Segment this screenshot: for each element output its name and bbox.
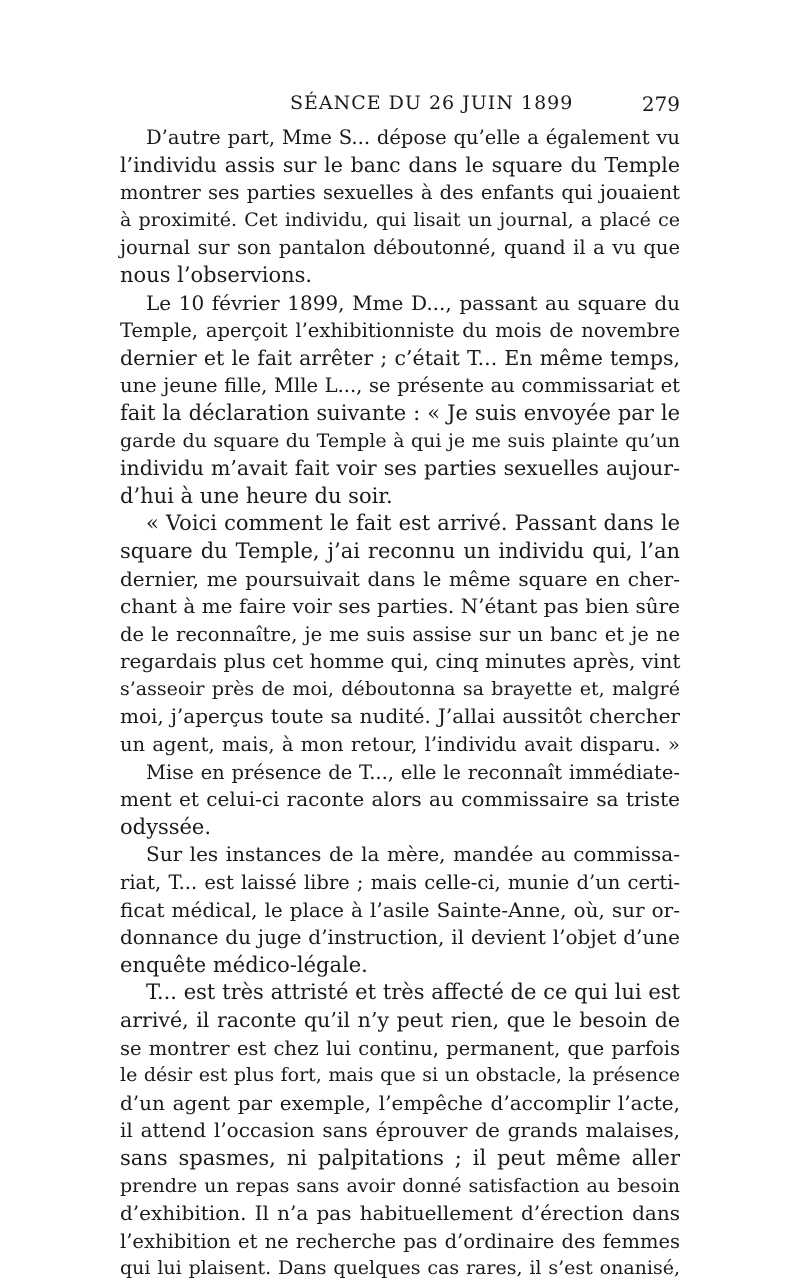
body-text [120,124,680,1283]
text-line: d’exhibition. Il n’a pas habituellement d’érection dans [120,1201,680,1226]
text-line: l’exhibition et ne recherche pas d’ordinaire des femmes [120,1229,680,1253]
text-line: l’individu assis sur le banc dans le square du Temple [120,152,680,177]
text-line: Sur les instances de la mère, mandée au commissa- [146,842,680,867]
text-line: journal sur son pantalon déboutonné, quand il a vu que [120,236,680,260]
text-line: riat, T... est laissé libre ; mais celle-ci, munie d’un certi- [120,871,680,895]
text-line: nous l’observions. [120,262,313,287]
text-line: dernier, me poursuivait dans le même square en cher- [120,566,680,591]
text-line: d’un agent par exemple, l’empêche d’accomplir l’acte, [120,1090,680,1115]
text-line: le désir est plus fort, mais que si un obstacle, la présence [120,1064,680,1087]
text-line: enquête médico-légale. [120,952,368,977]
text-line: une jeune fille, Mlle L..., se présente au commissariat et [120,374,680,398]
running-head [120,92,680,122]
text-line: garde du square du Temple à qui je me suis plainte qu’un [120,429,680,452]
text-line: fait la déclaration suivante : « Je suis envoyée par le [120,400,680,425]
text-line: odyssée. [120,814,212,839]
text-line: square du Temple, j’ai reconnu un individu qui, l’an [120,538,680,563]
text-line: regardais plus cet homme qui, cinq minutes après, vint [120,649,681,674]
text-line: il attend l’occasion sans éprouver de grands malaises, [120,1118,680,1143]
text-line: qui lui plaisent. Dans quelques cas rares, il s’est onanisé, [120,1257,680,1280]
text-line: sans spasmes, ni palpitations ; il peut même aller [120,1145,680,1170]
text-line: T... est très attristé et très affecté de ce qui lui est [146,980,680,1005]
text-line: « Voici comment le fait est arrivé. Passant dans le [146,511,680,536]
text-line: Mise en présence de T..., elle le reconnaît immédiate- [146,760,680,784]
text-line: individu m’avait fait voir ses parties sexuelles aujour- [120,456,680,481]
text-line: arrivé, il raconte qu’il n’y peut rien, que le besoin de [120,1008,680,1032]
page-number: 279 [641,92,680,116]
running-head-title: SÉANCE DU 26 JUIN 1899 [290,92,574,114]
text-line: d’hui à une heure du soir. [120,483,393,508]
text-line: montrer ses parties sexuelles à des enfants qui jouaient [120,181,680,205]
text-line: ment et celui-ci raconte alors au commissaire sa triste [120,787,680,812]
text-line: Temple, aperçoit l’exhibitionniste du mois de novembre [120,319,680,343]
text-line: prendre un repas sans avoir donné satisfaction au besoin [120,1174,680,1197]
text-line: s’asseoir près de moi, déboutonna sa brayette et, malgré [120,677,680,700]
text-line: ficat médical, le place à l’asile Sainte-Anne, où, sur or- [120,897,680,922]
text-line: D’autre part, Mme S... dépose qu’elle a également vu [146,126,680,149]
text-line: donnance du juge d’instruction, il devient l’objet d’une [120,925,680,950]
text-line: chant à me faire voir ses parties. N’étant pas bien sûre [120,594,680,619]
text-line: de le reconnaître, je me suis assise sur un banc et je ne [120,622,680,646]
text-line: se montrer est chez lui continu, permanent, que parfois [120,1036,680,1060]
text-line: moi, j’aperçus toute sa nudité. J’allai aussitôt chercher [120,704,680,729]
text-line: à proximité. Cet individu, qui lisait un journal, a placé ce [120,208,680,231]
text-line: un agent, mais, à mon retour, l’individu avait disparu. » [120,733,680,757]
text-line: Le 10 février 1899, Mme D..., passant au square du [146,290,680,315]
text-line: dernier et le fait arrêter ; c’était T... En même temps, [120,345,680,370]
